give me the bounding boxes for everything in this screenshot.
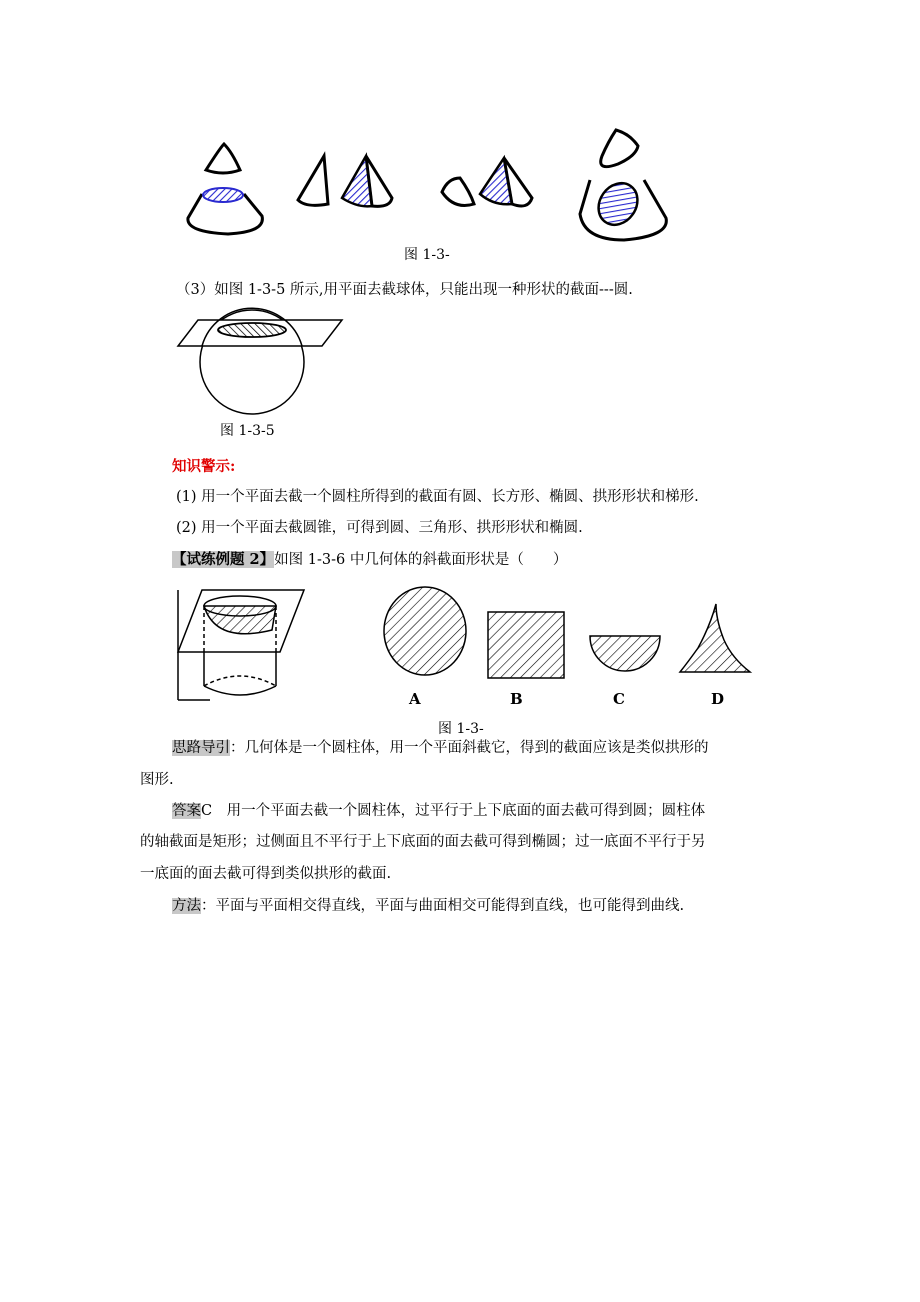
answer-line-1 — [172, 801, 705, 821]
answer-line-2: 的轴截面是矩形；过侧面且不平行于上下底面的面去截可得到椭圆；过一底面不平行于另 — [140, 834, 706, 850]
answer-text: C 用一个平面去截一个圆柱体，过平行于上下底面的面去截可得到圆；圆柱体 — [201, 803, 706, 819]
example-text: 如图 1-3-6 中几何体的斜截面形状是（ ） — [274, 552, 568, 568]
figure-cone-sections — [178, 122, 678, 263]
option-a-label: A — [409, 690, 421, 708]
option-a-shape — [384, 587, 466, 675]
guide-text: ：几何体是一个圆柱体，用一个平面斜截它，得到的截面应该是类似拱形的 — [230, 740, 709, 756]
cone-sections-drawing — [178, 122, 678, 254]
example-tag: 【试练例题 2】 — [172, 551, 275, 568]
option-c-shape — [590, 636, 660, 671]
method-line — [172, 896, 684, 916]
cone-oblique-base-cut — [442, 158, 532, 206]
cylinder-oblique-cut — [178, 590, 304, 700]
warning-title: 知识警示: — [172, 458, 236, 475]
sphere-section-drawing — [176, 316, 346, 416]
figure-caption: 图 1-3- — [438, 721, 484, 737]
warning-item-2: (2) 用一个平面去截圆锥，可得到圆、三角形、拱形形状和椭圆. — [176, 520, 583, 536]
option-b-shape — [488, 612, 564, 678]
figure-caption: 图 1-3-5 — [220, 423, 275, 439]
cone-vertical-cut — [298, 156, 392, 206]
cone-oblique-ellipse-cut — [580, 130, 666, 240]
answer-label: 答案 — [172, 803, 201, 819]
method-label: 方法 — [172, 898, 201, 914]
cone-horizontal-cut — [188, 144, 262, 234]
warning-item-1: (1) 用一个平面去截一个圆柱所得到的截面有圆、长方形、椭圆、拱形形状和梯形. — [176, 489, 699, 505]
guide-label: 思路导引 — [172, 740, 230, 756]
method-text: ：平面与平面相交得直线，平面与曲面相交可能得到直线，也可能得到曲线. — [201, 898, 685, 914]
option-c-label: C — [613, 690, 625, 708]
option-d-label: D — [711, 690, 725, 708]
example-question — [172, 550, 567, 570]
option-b-label: B — [510, 690, 523, 708]
paragraph-sphere: （3）如图 1-3-5 所示,用平面去截球体，只能出现一种形状的截面---圆. — [176, 282, 633, 298]
guide-line-2: 图形. — [140, 772, 174, 788]
option-d-shape — [680, 604, 750, 672]
figure-caption: 图 1-3- — [404, 247, 450, 263]
guide-line-1 — [172, 738, 709, 758]
cylinder-options-drawing — [176, 586, 756, 712]
answer-line-3: 一底面的面去截可得到类似拱形的截面. — [140, 866, 392, 882]
figure-cylinder-options — [176, 586, 756, 736]
figure-sphere-section — [176, 316, 346, 439]
